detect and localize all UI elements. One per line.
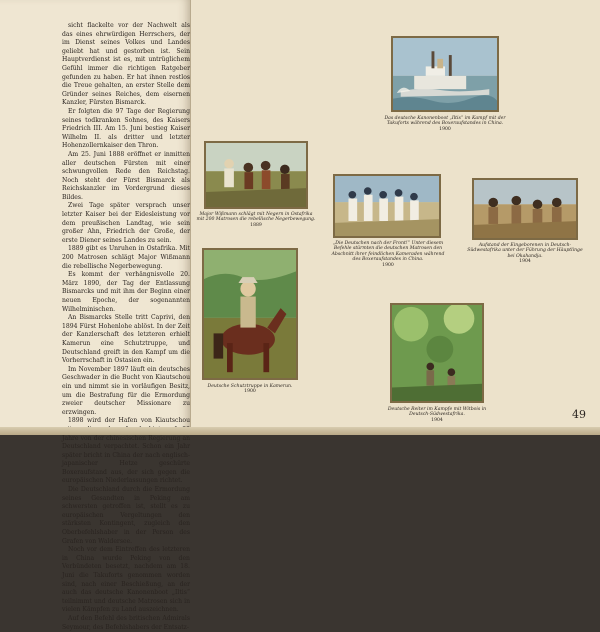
paragraph: 1898 wird der Hafen von Kiautschou Jahre von der chinesischen Regierung an Deutschland verpachtet. Schon ein Jahr später bricht in China der nach englisch-japanischer Hetze geschürte Boxeraufstand aus, der sich gegen die europäischen Niederlassungen richtet.	[62, 417, 190, 485]
card-cameroon-horseman	[202, 248, 298, 380]
page-edge	[0, 427, 600, 435]
caption-year: 1889	[250, 222, 262, 228]
wissmann-illustration	[206, 143, 306, 207]
card-iltis-gunboat	[391, 36, 499, 112]
caption-text: „Die Deutschen nach der Front!“ Unter diesem Befehle stürmten die deutschen Matrosen den Abschnitt ihrer feindlichen Kameraden während des Boxeraufstandes in China.	[331, 241, 445, 263]
caption-year: 1904	[519, 259, 531, 265]
card-bush-battle	[390, 303, 484, 403]
paragraph: An Bismarcks Stelle tritt Caprivi, den 1894 Fürst Hohenlohe ablöst. In der Zeit der Kanzlerschaft des letzteren erhielt Kamerun eine Schutztruppe, und Deutschland greift in den Kampf um die Vorherrschaft in Ostasien ein.	[62, 314, 190, 365]
horseman-illustration	[204, 250, 296, 378]
card-southwest-uprising	[472, 178, 578, 240]
paragraph: Die Deutschland durch die Ermordung seines Gesandten in Peking am schwersten getroffen ist, stellt es zu europäischen Vergeltungen den stärksten Kontingent, zugleich den Oberbefehlshaber in der Person des Grafen von Waldersee.	[62, 486, 190, 545]
paragraph: Noch vor dem Eintreffen des letzteren in China wurde Peking von den Verbündeten besetzt, nachdem am 18. Juni die Takuforts genommen worden sind, nach einer Beschießung, an der auch das deutsche Kanonenboot „Iltis“ teilnimmt und deutsche Matrosen sich in vielen Kämpfen zu Land auszeichnen.	[62, 546, 190, 614]
card-caption	[466, 243, 584, 265]
caption-year: 1900	[244, 389, 256, 395]
gunboat-illustration	[393, 38, 497, 110]
paragraph: Er folgten die 97 Tage der Regierung seines todkranken Sohnes, des Kaisers Friedrich III. Am 15. Juni bestieg Kaiser Wilhelm II. als dritter und letzter Hohenzollernkaiser den Thron.	[62, 107, 190, 150]
card-germans-to-front	[333, 174, 441, 238]
caption-text: Aufstand der Eingeborenen in Deutsch-Südwestafrika unter der Führung der Häuptlinge bei Okahandja.	[467, 243, 583, 259]
card-caption	[196, 384, 304, 395]
card-caption	[330, 241, 446, 268]
paragraph: Es kommt der verhängnisvolle 20. März 1890, der Tag der Entlassung Bismarcks und mit ihm der Beginn einer neuen Epoche, der sogenannten Wilhelminischen.	[62, 271, 190, 313]
card-caption	[384, 407, 490, 423]
bush-battle-illustration	[392, 305, 482, 401]
paragraph: Auf den Befehl des britischen Admirals Seymour, des Befehlshabers der Entsatz-	[62, 614, 190, 631]
paragraph: sicht flackelte vor der Nachwelt als das eines ehrwürdigen Herrschers, der im Dienst seines Volkes und Landes geliebt hat und gestorben ist. Sein Hauptverdienst ist es, mit untrüglichem Gefühl immer die richtigen Ratgeber gefunden zu haben. Er hat ihnen restlos die Treue gehalten, an erster Stelle dem Gründer seines Reiches, dem eisernen Kanzler, Fürsten Bismarck.	[62, 22, 190, 107]
card-caption	[196, 212, 316, 228]
caption-text: Das deutsche Kanonenboot „Iltis“ im Kampf mit der Takuforts während des Boxeraufstandes in China.	[384, 116, 506, 127]
sailors-charge-illustration	[335, 176, 439, 236]
caption-year: 1900	[439, 126, 451, 132]
text-column	[62, 22, 190, 632]
caption-year: 1904	[431, 417, 443, 423]
paragraph: Im November 1897 läuft ein deutsches Geschwader in die Bucht von Kiautschou ein und nimmt sie in vorläufigen Besitz, um die Bestrafung für die Ermordung zweier deutscher Missionare zu erzwingen.	[62, 365, 190, 416]
paragraph: Am 25. Juni 1888 eröffnet er inmitten aller deutschen Fürsten mit einer schwungvollen Rede den Reichstag. Noch steht der Fürst Bismarck als Reichskanzler im Vordergrund dieses Bildes.	[62, 150, 190, 201]
caption-text: Deutsche Reiter im Kampfe mit Witbois in Deutsch-Südwestafrika.	[387, 407, 487, 418]
paragraph: 1889 gibt es Unruhen in Ostafrika. Mit 200 Matrosen schlägt Major Wißmann die rebellische Negerbewegung.	[62, 245, 190, 270]
caption-text: Major Wißmann schlägt mit Negern in Ostafrika mit 200 Matrosen die rebellische Negerbewegung.	[196, 212, 316, 223]
left-page	[0, 0, 191, 631]
card-caption	[380, 116, 510, 132]
card-wissmann	[204, 141, 308, 209]
page-number: 49	[572, 408, 586, 421]
caption-year: 1900	[382, 262, 394, 268]
uprising-illustration	[474, 180, 576, 238]
caption-text: Deutsche Schutztruppe in Kamerun.	[207, 384, 293, 389]
paragraph: Zwei Tage später versprach unser letzter Kaiser bei der Eidesleistung vor dem preußischen Landtag, wie sein großer Ahn, Friedrich der Große, der erste Diener seines Landes zu sein.	[62, 202, 190, 244]
